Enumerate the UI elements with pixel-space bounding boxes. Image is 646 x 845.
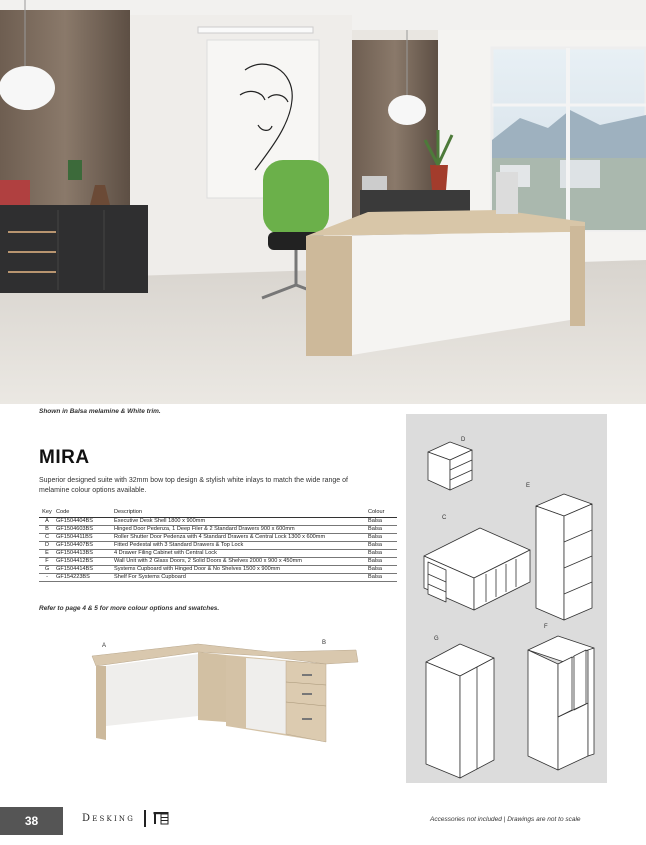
table-row xyxy=(39,549,397,557)
section-name: Desking xyxy=(82,813,136,824)
row-key: D xyxy=(39,541,55,549)
desk-icon xyxy=(153,811,169,825)
row-colour: Balsa xyxy=(367,533,397,541)
drawing-label-d: D xyxy=(461,437,466,443)
row-description: Roller Shutter Door Pedenza with 4 Standard Drawers & Central Lock 1300 x 600mm xyxy=(113,533,367,541)
row-key: B xyxy=(39,525,55,533)
drawing-pedestal-d xyxy=(428,442,472,490)
row-code: GF1504603BS xyxy=(55,525,113,533)
header-colour: Colour xyxy=(367,509,397,517)
table-row xyxy=(39,517,397,525)
row-key: C xyxy=(39,533,55,541)
spec-table-header xyxy=(39,509,397,517)
row-description: 4 Drawer Filing Cabinet with Central Lock xyxy=(113,549,367,557)
row-colour: Balsa xyxy=(367,557,397,565)
row-key: F xyxy=(39,557,55,565)
office-scene-illustration xyxy=(0,0,646,404)
drawing-wall-unit-f xyxy=(528,636,594,770)
refer-note: Refer to page 4 & 5 for more colour options and swatches. xyxy=(39,605,220,612)
row-colour: Balsa xyxy=(367,565,397,573)
drawing-filing-cabinet-e xyxy=(536,494,592,620)
row-code: GF1504412BS xyxy=(55,557,113,565)
row-code: GF1504404BS xyxy=(55,517,113,525)
row-code: GF1504413BS xyxy=(55,549,113,557)
header-code: Code xyxy=(55,509,113,517)
row-code: GF1504414BS xyxy=(55,565,113,573)
row-colour: Balsa xyxy=(367,573,397,581)
render-label-b: B xyxy=(322,640,327,646)
row-key: A xyxy=(39,517,55,525)
hero-caption: Shown in Balsa melamine & White trim. xyxy=(39,408,161,415)
row-key: G xyxy=(39,565,55,573)
row-description: Fitted Pedestal with 3 Standard Drawers & Top Lock xyxy=(113,541,367,549)
drawing-label-e: E xyxy=(526,483,531,489)
render-label-a: A xyxy=(102,643,107,649)
row-description: Shelf For Systems Cupboard xyxy=(113,573,367,581)
table-row xyxy=(39,533,397,541)
drawing-roller-pedenza-c xyxy=(424,528,530,610)
table-row xyxy=(39,525,397,533)
row-colour: Balsa xyxy=(367,517,397,525)
page-number: 38 xyxy=(0,807,63,835)
table-row xyxy=(39,573,397,581)
product-title: MIRA xyxy=(39,447,90,468)
row-code: GF154223BS xyxy=(55,573,113,581)
row-key: - xyxy=(39,573,55,581)
drawing-label-g: G xyxy=(434,636,439,642)
row-description: Executive Desk Shell 1800 x 900mm xyxy=(113,517,367,525)
drawing-systems-cupboard-g xyxy=(426,644,494,778)
row-description: Systems Cupboard with Hinged Door & No Shelves 1500 x 900mm xyxy=(113,565,367,573)
footer-note: Accessories not included | Drawings are not to scale xyxy=(430,816,581,823)
table-row xyxy=(39,565,397,573)
row-description: Hinged Door Pedenza, 1 Deep Filer & 2 Standard Drawers 900 x 600mm xyxy=(113,525,367,533)
drawing-label-c: C xyxy=(442,515,447,521)
product-description: Superior designed suite with 32mm bow top design & stylish white inlays to match the wide range of melamine colour options available. xyxy=(39,477,348,494)
row-code: GF1504411BS xyxy=(55,533,113,541)
row-colour: Balsa xyxy=(367,541,397,549)
row-key: E xyxy=(39,549,55,557)
row-description: Wall Unit with 2 Glass Doors, 2 Solid Doors & Shelves 2000 x 900 x 450mm xyxy=(113,557,367,565)
header-key: Key xyxy=(39,509,55,517)
drawing-label-f: F xyxy=(544,624,548,630)
row-colour: Balsa xyxy=(367,549,397,557)
header-description: Description xyxy=(113,509,367,517)
section-divider xyxy=(144,810,146,827)
row-colour: Balsa xyxy=(367,525,397,533)
table-row xyxy=(39,557,397,565)
row-code: GF1504407BS xyxy=(55,541,113,549)
table-row xyxy=(39,541,397,549)
hero-photo xyxy=(0,0,646,404)
desk-render xyxy=(86,630,376,745)
line-drawings-panel xyxy=(406,414,607,783)
spec-table xyxy=(39,509,397,582)
